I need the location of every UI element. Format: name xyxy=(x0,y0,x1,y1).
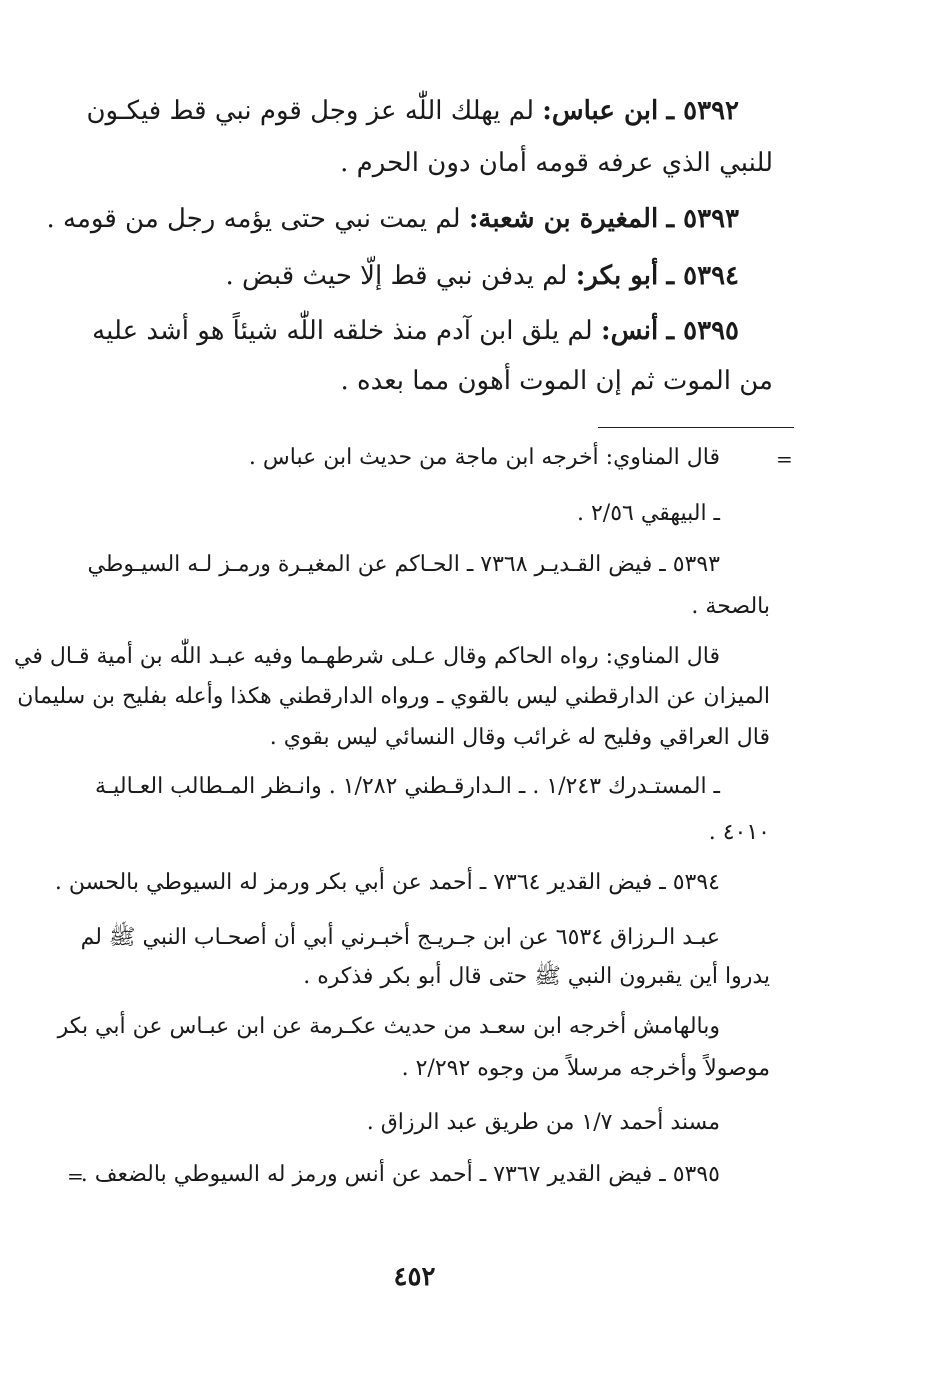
hadith-number: ٥٣٩٤ ـ xyxy=(666,261,739,291)
narrator-name: أبو بكر: xyxy=(575,261,659,291)
hadith-text: لم يلق ابن آدم منذ خلقه اللّٰه شيئاً هو أشد عليه xyxy=(92,316,593,346)
footnote-line: قال المناوي: رواه الحاكم وقال عـلى شرطهـما وفيه عبـد اللّٰه بن أمية قـال في xyxy=(13,644,720,669)
footnote-line: موصولاً وأخرجه مرسلاً من وجوه ٢/٢٩٢ . xyxy=(401,1056,770,1081)
footnote-line: قال المناوي: أخرجه ابن ماجة من حديث ابن عباس . xyxy=(248,445,720,470)
footnote-line: يدروا أين يقبرون النبي ﷺ حتى قال أبو بكر فذكره . xyxy=(303,964,770,989)
footnote-line: مسند أحمد ١/٧ من طريق عبد الرزاق . xyxy=(366,1110,720,1135)
continuation-mark: = xyxy=(67,1164,84,1188)
footnote-line: وبالهامش أخرجه ابن سعـد من حديث عكـرمة عن ابن عبـاس عن أبي بكر xyxy=(57,1014,720,1039)
footnote-line: ٥٣٩٣ ـ فيض القـديـر ٧٣٦٨ ـ الحـاكم عن المغيـرة ورمـز لـه السيـوطي xyxy=(87,552,720,577)
hadith-5395-line1 xyxy=(92,318,739,344)
footnote-line: قال العراقي وفليح له غرائب وقال النسائي ليس بقوي . xyxy=(269,725,770,750)
hadith-5394-line xyxy=(226,263,739,289)
hadith-number: ٥٣٩٥ ـ xyxy=(666,316,739,346)
narrator-name: ابن عباس: xyxy=(542,96,659,126)
hadith-5393-line xyxy=(47,206,740,232)
footnote-line: ٥٣٩٤ ـ فيض القدير ٧٣٦٤ ـ أحمد عن أبي بكر ورمز له السيوطي بالحسن . xyxy=(54,870,720,895)
continuation-mark: = xyxy=(776,447,793,471)
footnote-separator xyxy=(598,427,794,428)
hadith-number: ٥٣٩٢ ـ xyxy=(666,96,739,126)
footnote-line: ـ المستـدرك ١/٢٤٣ . ـ الـدارقـطني ١/٢٨٢ . وانـظر المـطالب العـاليـة xyxy=(95,774,720,799)
narrator-name: المغيرة بن شعبة: xyxy=(468,204,659,234)
footnote-line: ـ البيهقي ٢/٥٦ . xyxy=(576,501,720,526)
footnote-line: الميزان عن الدارقطني ليس بالقوي ـ ورواه الدارقطني هكذا وأعله بفليح بن سليمان xyxy=(17,684,770,709)
hadith-number: ٥٣٩٣ ـ xyxy=(666,204,739,234)
hadith-text: لم يمت نبي حتى يؤمه رجل من قومه . xyxy=(46,204,461,234)
hadith-text: لم يهلك اللّٰه عز وجل قوم نبي قط فيكـون xyxy=(86,96,535,126)
hadith-text: لم يدفن نبي قط إلّا حيث قبض . xyxy=(225,261,568,291)
page-number: ٤٥٢ xyxy=(393,1262,436,1292)
narrator-name: أنس: xyxy=(600,316,659,346)
hadith-5392-line2: للنبي الذي عرفه قومه أمان دون الحرم . xyxy=(340,148,773,178)
footnote-line: ٥٣٩٥ ـ فيض القدير ٧٣٦٧ ـ أحمد عن أنس ورمز له السيوطي بالضعف . xyxy=(80,1162,720,1187)
footnote-line: بالصحة . xyxy=(691,594,770,619)
footnote-line: ٤٠١٠ . xyxy=(708,820,770,845)
hadith-5392-line1 xyxy=(86,98,739,124)
hadith-5395-line2: من الموت ثم إن الموت أهون مما بعده . xyxy=(340,366,773,396)
footnote-line: عبـد الـرزاق ٦٥٣٤ عن ابن جـريـج أخبـرني أبي أن أصحـاب النبي ﷺ لم xyxy=(80,925,720,950)
